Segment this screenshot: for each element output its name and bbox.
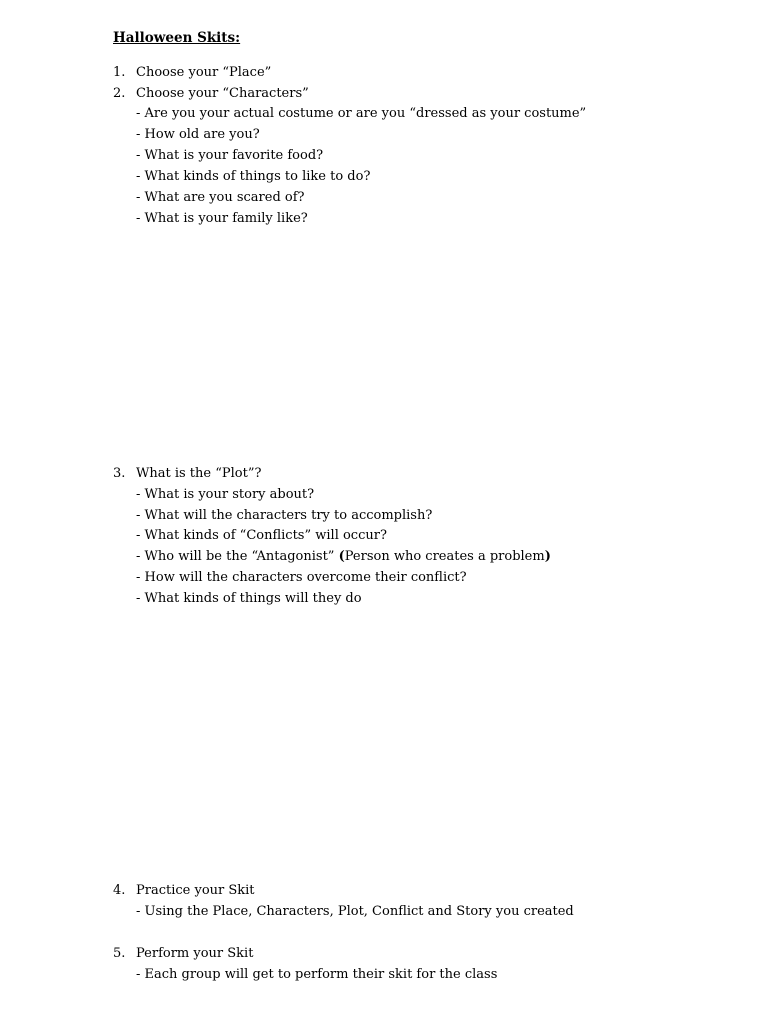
practice-detail: - Using the Place, Characters, Plot, Conflict and Story you created [136, 904, 574, 919]
list-item-text: What is the “Plot”? [136, 466, 262, 481]
character-question: - What is your favorite food? [136, 148, 324, 163]
antagonist-open-paren: ( [338, 549, 345, 564]
plot-question: - What will the characters try to accomplish? [136, 508, 433, 523]
list-item-text: Practice your Skit [136, 883, 255, 898]
perform-detail: - Each group will get to perform their skit for the class [136, 967, 498, 982]
character-question: - What are you scared of? [136, 190, 305, 205]
character-question: - What is your family like? [136, 211, 308, 226]
list-number: 2. [113, 86, 126, 101]
character-question: - What kinds of things to like to do? [136, 169, 371, 184]
antagonist-prefix: - Who will be the “Antagonist” [136, 549, 339, 564]
list-number: 1. [113, 65, 126, 80]
list-number: 4. [113, 883, 126, 898]
document-title: Halloween Skits: [113, 30, 241, 46]
antagonist-description: Person who creates a problem [344, 549, 545, 564]
list-item-text: Choose your “Characters” [136, 86, 309, 101]
antagonist-close-paren: ) [544, 549, 551, 564]
plot-question: - What is your story about? [136, 487, 315, 502]
list-number: 3. [113, 466, 126, 481]
plot-question: - What kinds of things will they do [136, 591, 362, 606]
list-number: 5. [113, 946, 126, 961]
plot-question: - How will the characters overcome their conflict? [136, 570, 467, 585]
character-question: - Are you your actual costume or are you “dressed as your costume” [136, 106, 587, 121]
list-item-text: Choose your “Place” [136, 65, 272, 80]
list-item-text: Perform your Skit [136, 946, 254, 961]
plot-question-antagonist [136, 549, 551, 565]
character-question: - How old are you? [136, 127, 260, 142]
plot-question: - What kinds of “Conflicts” will occur? [136, 528, 387, 543]
